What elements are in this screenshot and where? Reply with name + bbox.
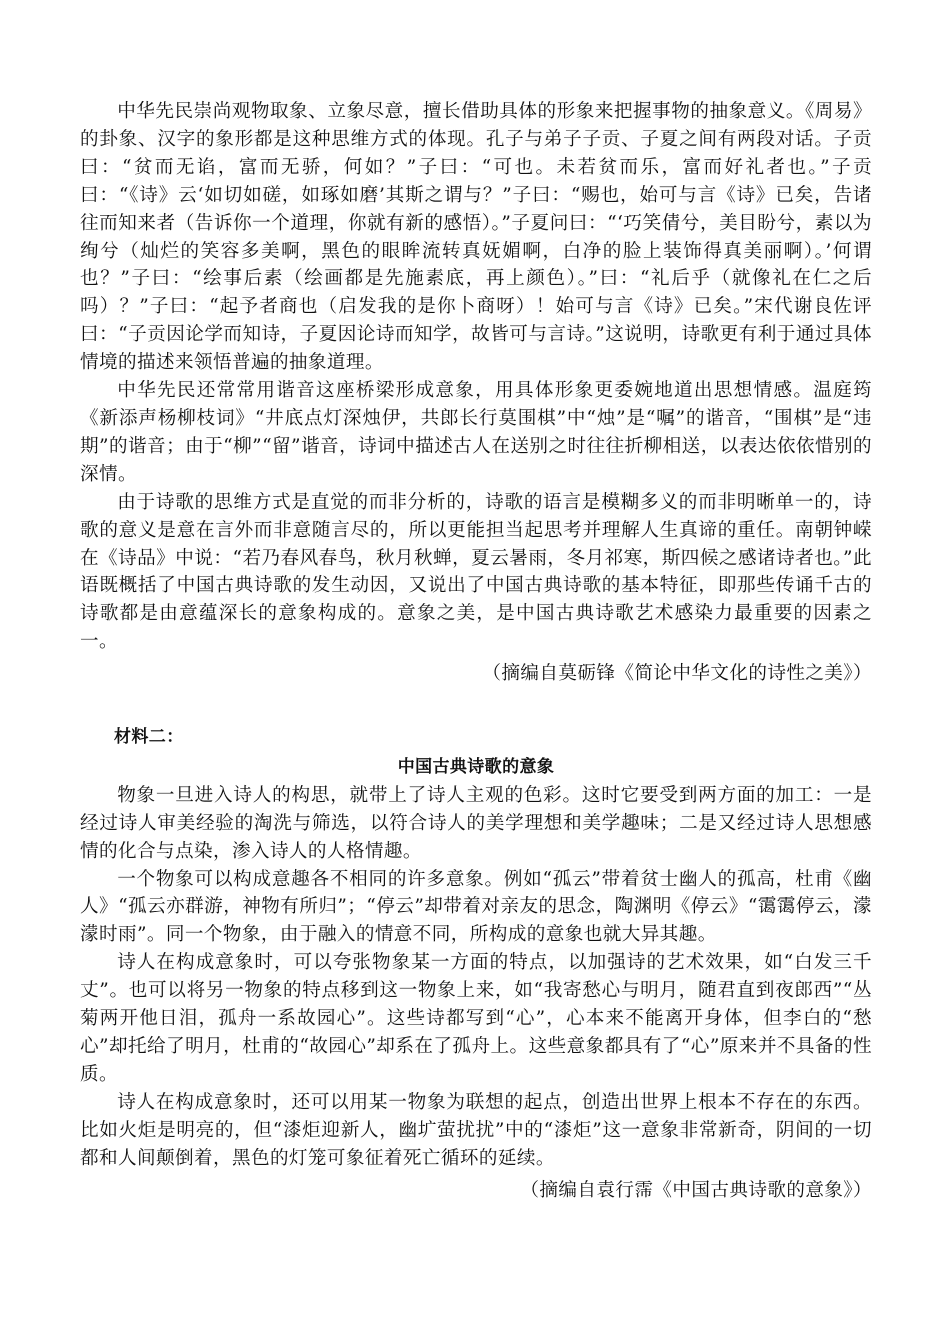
paragraph: 诗人在构成意象时，可以夸张物象某一方面的特点，以加强诗的艺术效果，如“白发三千丈”。也可以将另一物象的特点移到这一物象上来，如“我寄愁心与明月，随君直到夜郎西”“丛菊两开他日泪，孤舟一系故园心”。这些诗都写到“心”，心本来不能离开身体，但李白的“愁心”却托给了明月，杜甫的“故园心”却系在了孤舟上。这些意象都具有了“心”原来并不具备的性质。 <box>80 952 872 1085</box>
paragraph: 中华先民崇尚观物取象、立象尽意，擅长借助具体的形象来把握事物的抽象意义。《周易》的卦象、汉字的象形都是这种思维方式的体现。孔子与弟子子贡、子夏之间有两段对话。子贡曰：“贫而无谄，富而无骄，何如？”子曰：“可也。未若贫而乐，富而好礼者也。”子贡曰：“《诗》云‘如切如磋，如琢如磨’其斯之谓与？”子曰：“赐也，始可与言《诗》已矣，告诸往而知来者（告诉你一个道理，你就有新的感悟）。”子夏问曰：“‘巧笑倩兮，美目盼兮，素以为绚兮（灿烂的笑容多美啊，黑色的眼眸流转真妩媚啊，白净的脸上装饰得真美丽啊）。’何谓也？”子曰：“绘事后素（绘画都是先施素底，再上颜色）。”曰：“礼后乎（就像礼在仁之后吗）？”子曰：“起予者商也（启发我的是你卜商呀）！始可与言《诗》已矣。”宋代谢良佐评曰：“子贡因论学而知诗，子夏因论诗而知学，故皆可与言诗。”这说明，诗歌更有利于通过具体情境的描述来领悟普遍的抽象道理。 <box>80 101 872 374</box>
material-two <box>80 724 872 1204</box>
material-one <box>80 98 872 688</box>
paragraph: 由于诗歌的思维方式是直觉的而非分析的，诗歌的语言是模糊多义的而非明晰单一的，诗歌的意义是意在言外而非意随言尽的，所以更能担当起思考并理解人生真谛的重任。南朝钟嵘在《诗品》中说：“若乃春风春鸟，秋月秋蝉，夏云暑雨，冬月祁寒，斯四候之感诸诗者也。”此语既概括了中国古典诗歌的发生动因，又说出了中国古典诗歌的基本特征，即那些传诵千古的诗歌都是由意蕴深长的意象构成的。意象之美，是中国古典诗歌艺术感染力最重要的因素之一。 <box>80 491 872 653</box>
source-citation: （摘编自袁行霈《中国古典诗歌的意象》） <box>520 1179 872 1201</box>
paragraph: 中华先民还常常用谐音这座桥梁形成意象，用具体形象更委婉地道出思想情感。温庭筠《新添声杨柳枝词》“井底点灯深烛伊，共郎长行莫围棋”中“烛”是“嘱”的谐音，“围棋”是“违期”的谐音；由于“柳”“留”谐音，诗词中描述古人在送别之时往往折柳相送，以表达依依惜别的深情。 <box>80 380 872 485</box>
source-citation: （摘编自莫砺锋《简论中华文化的诗性之美》） <box>482 663 872 685</box>
paragraph: 物象一旦进入诗人的构思，就带上了诗人主观的色彩。这时它要受到两方面的加工：一是经过诗人审美经验的淘洗与筛选，以符合诗人的美学理想和美学趣味；二是又经过诗人思想感情的化合与点染，渗入诗人的人格情趣。 <box>80 784 872 862</box>
section-gap <box>80 688 872 724</box>
article-title: 中国古典诗歌的意象 <box>397 756 555 777</box>
paragraph: 一个物象可以构成意趣各不相同的许多意象。例如“孤云”带着贫士幽人的孤高，杜甫《幽人》“孤云亦群游，神物有所归”；“停云”却带着对亲友的思念，陶渊明《停云》“霭霭停云，濛濛时雨”。同一个物象，由于融入的情意不同，所构成的意象也就大异其趣。 <box>80 868 872 946</box>
document-page <box>80 98 872 1204</box>
paragraph: 诗人在构成意象时，还可以用某一物象为联想的起点，创造出世界上根本不存在的东西。比如火炬是明亮的，但“漆炬迎新人，幽圹萤扰扰”中的“漆炬”这一意象非常新奇，阴间的一切都和人间颠倒着，黑色的灯笼可象征着死亡循环的延续。 <box>80 1091 872 1169</box>
section-label: 材料二： <box>114 727 184 748</box>
